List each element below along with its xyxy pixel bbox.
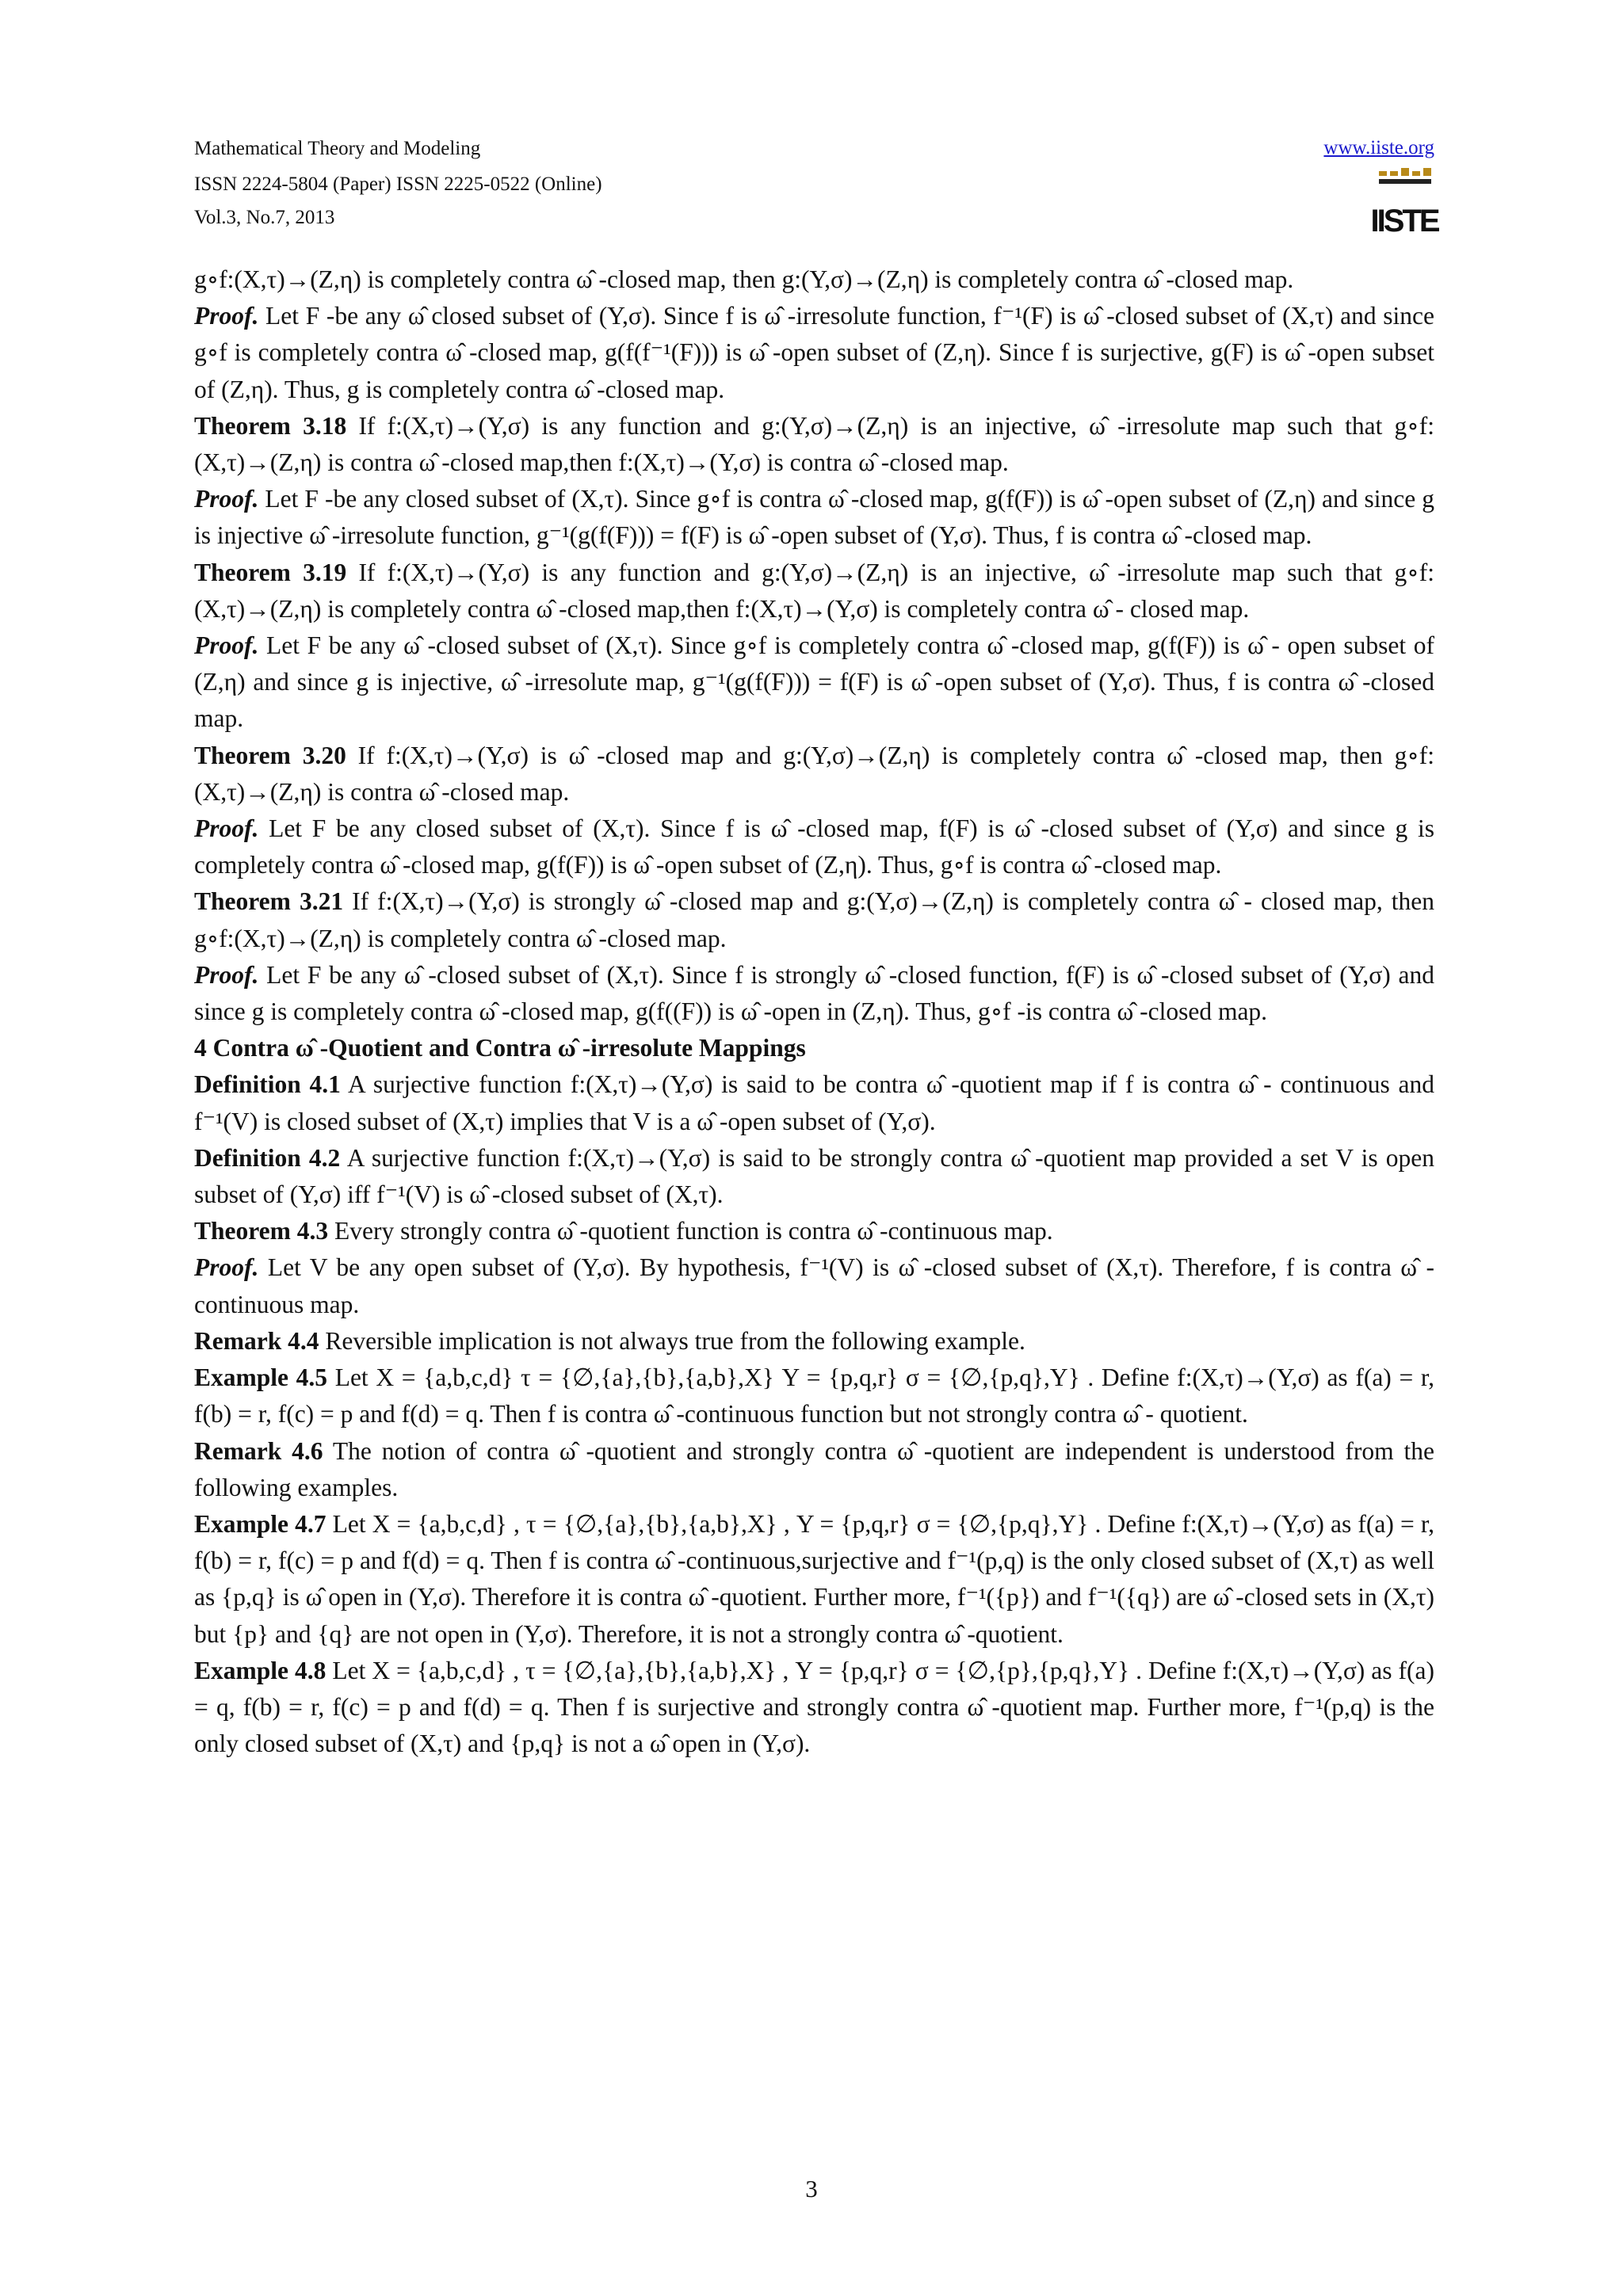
paragraph: Theorem 3.21 If f:(X,τ)→(Y,σ) is strongly ω̂ -closed map and g:(Y,σ)→(Z,η) is completely contra ω̂ - closed map, then g∘f:(X,τ)→(Z,η) is completely contra ω̂ -closed map. <box>194 887 1434 952</box>
proof-label: Proof. <box>194 485 259 513</box>
page-header <box>194 135 1438 238</box>
paragraph: Definition 4.2 A surjective function f:(X,τ)→(Y,σ) is said to be strongly contra ω̂ -quotient map provided a set V is open subset of (Y,σ) iff f⁻¹(V) is ω̂ -closed subset of (X,τ). <box>194 1143 1434 1209</box>
statement-label: Definition 4.1 <box>194 1070 341 1099</box>
iiste-logo <box>1370 166 1438 238</box>
proof-label: Proof. <box>194 631 259 660</box>
statement-label: Remark 4.6 <box>194 1436 323 1465</box>
paragraph: Proof. Let V be any open subset of (Y,σ). By hypothesis, f⁻¹(V) is ω̂ -closed subset of (X,τ). Therefore, f is contra ω̂ -continuous map. <box>194 1253 1434 1318</box>
svg-text:IISTE: IISTE <box>1370 204 1438 238</box>
statement-label: Remark 4.4 <box>194 1326 319 1355</box>
paragraph: Definition 4.1 A surjective function f:(X,τ)→(Y,σ) is said to be contra ω̂ -quotient map if f is contra ω̂ - continuous and f⁻¹(V) is closed subset of (X,τ) implies that V is a ω̂ -open subset of (Y,σ). <box>194 1070 1434 1135</box>
paragraph: Proof. Let F -be any ω̂ closed subset of (Y,σ). Since f is ω̂ -irresolute function, f⁻¹(F) is ω̂ -closed subset of (X,τ) and since g∘f is completely contra ω̂ -closed map, g(f(f⁻¹(F))) is ω̂ -open subset of (Z,η). Since f is surjective, g(F) is ω̂ -open subset of (Z,η). Thus, g is completely contra ω̂ -closed map. <box>194 302 1434 403</box>
paragraph: g∘f:(X,τ)→(Z,η) is completely contra ω̂ -closed map, then g:(Y,σ)→(Z,η) is completely contra ω̂ -closed map. <box>194 265 1294 293</box>
paragraph: Theorem 3.19 If f:(X,τ)→(Y,σ) is any function and g:(Y,σ)→(Z,η) is an injective, ω̂ -irresolute map such that g∘f:(X,τ)→(Z,η) is completely contra ω̂ -closed map,then f:(X,τ)→(Y,σ) is completely contra ω̂ - closed map. <box>194 558 1434 623</box>
paragraph: Example 4.5 Let X = {a,b,c,d} τ = {∅,{a},{b},{a,b},X} Y = {p,q,r} σ = {∅,{p,q},Y} . Define f:(X,τ)→(Y,σ) as f(a) = r, f(b) = r, f(c) = p and f(d) = q. Then f is contra ω̂ -continuous function but not strongly contra ω̂ - quotient. <box>194 1363 1434 1428</box>
volume-line: Vol.3, No.7, 2013 <box>194 207 335 228</box>
proof-label: Proof. <box>194 814 259 843</box>
statement-label: Example 4.8 <box>194 1656 327 1684</box>
statement-label: Theorem 3.18 <box>194 411 347 440</box>
proof-label: Proof. <box>194 1253 259 1282</box>
page-number: 3 <box>805 2175 818 2203</box>
statement-label: Definition 4.2 <box>194 1143 341 1172</box>
journal-url-link[interactable]: www.iiste.org <box>1323 137 1434 158</box>
paragraph: Proof. Let F be any ω̂ -closed subset of (X,τ). Since f is strongly ω̂ -closed function, f(F) is ω̂ -closed subset of (Y,σ) and since g is completely contra ω̂ -closed map, g(f((F)) is ω̂ -open in (Z,η). Thus, g∘f -is contra ω̂ -closed map. <box>194 960 1434 1026</box>
journal-title: Mathematical Theory and Modeling <box>194 138 481 159</box>
proof-label: Proof. <box>194 302 259 330</box>
section-heading: 4 Contra ω̂ -Quotient and Contra ω̂ -irresolute Mappings <box>194 1034 806 1062</box>
paragraph: Example 4.8 Let X = {a,b,c,d} , τ = {∅,{a},{b},{a,b},X} , Y = {p,q,r} σ = {∅,{p},{p,q},Y} . Define f:(X,τ)→(Y,σ) as f(a) = q, f(b) = r, f(c) = p and f(d) = q. Then f is surjective and strongly contra ω̂ -quotient map. Further more, f⁻¹(p,q) is the only closed subset of (X,τ) and {p,q} is not a ω̂ open in (Y,σ). <box>194 1656 1434 1758</box>
paragraph: Remark 4.6 The notion of contra ω̂ -quotient and strongly contra ω̂ -quotient are independent is understood from the following examples. <box>194 1436 1434 1501</box>
proof-label: Proof. <box>194 960 259 989</box>
statement-label: Theorem 4.3 <box>194 1217 329 1245</box>
paragraph: Theorem 3.20 If f:(X,τ)→(Y,σ) is ω̂ -closed map and g:(Y,σ)→(Z,η) is completely contra ω̂ -closed map, then g∘f:(X,τ)→(Z,η) is contra ω̂ -closed map. <box>194 741 1434 806</box>
paragraph: Example 4.7 Let X = {a,b,c,d} , τ = {∅,{a},{b},{a,b},X} , Y = {p,q,r} σ = {∅,{p,q},Y} . Define f:(X,τ)→(Y,σ) as f(a) = r, f(b) = r, f(c) = p and f(d) = q. Then f is contra ω̂ -continuous,surjective and f⁻¹(p,q) is the only closed subset of (X,τ) as well as {p,q} is ω̂ open in (Y,σ). Therefore it is contra ω̂ -quotient. Further more, f⁻¹({p}) and f⁻¹({q}) are ω̂ -closed sets in (X,τ) but {p} and {q} are not open in (Y,σ). Therefore, it is not a strongly contra ω̂ -quotient. <box>194 1509 1434 1648</box>
paragraph: Proof. Let F be any closed subset of (X,τ). Since f is ω̂ -closed map, f(F) is ω̂ -closed subset of (Y,σ) and since g is completely contra ω̂ -closed map, g(f(F)) is ω̂ -open subset of (Z,η). Thus, g∘f is contra ω̂ -closed map. <box>194 814 1434 879</box>
statement-label: Theorem 3.20 <box>194 741 346 769</box>
statement-label: Theorem 3.19 <box>194 558 347 586</box>
paragraph: Remark 4.4 Reversible implication is not always true from the following example. <box>194 1326 1025 1355</box>
page-body <box>194 261 1434 1762</box>
statement-label: Example 4.7 <box>194 1509 327 1538</box>
statement-label: Theorem 3.21 <box>194 887 344 916</box>
paragraph: Theorem 3.18 If f:(X,τ)→(Y,σ) is any function and g:(Y,σ)→(Z,η) is an injective, ω̂ -irresolute map such that g∘f:(X,τ)→(Z,η) is contra ω̂ -closed map,then f:(X,τ)→(Y,σ) is contra ω̂ -closed map. <box>194 411 1434 477</box>
statement-label: Example 4.5 <box>194 1363 328 1392</box>
issn-line: ISSN 2224-5804 (Paper) ISSN 2225-0522 (Online) <box>194 174 602 195</box>
paragraph: Proof. Let F -be any closed subset of (X,τ). Since g∘f is contra ω̂ -closed map, g(f(F)) is ω̂ -open subset of (Z,η) and since g is injective ω̂ -irresolute function, g⁻¹(g(f(F))) = f(F) is ω̂ -open subset of (Y,σ). Thus, f is contra ω̂ -closed map. <box>194 485 1434 550</box>
paragraph: Proof. Let F be any ω̂ -closed subset of (X,τ). Since g∘f is completely contra ω̂ -closed map, g(f(F)) is ω̂ - open subset of (Z,η) and since g is injective, ω̂ -irresolute map, g⁻¹(g(f(F))) = f(F) is ω̂ -open subset of (Y,σ). Thus, f is contra ω̂ -closed map. <box>194 631 1434 733</box>
paragraph: Theorem 4.3 Every strongly contra ω̂ -quotient function is contra ω̂ -continuous map. <box>194 1217 1053 1245</box>
